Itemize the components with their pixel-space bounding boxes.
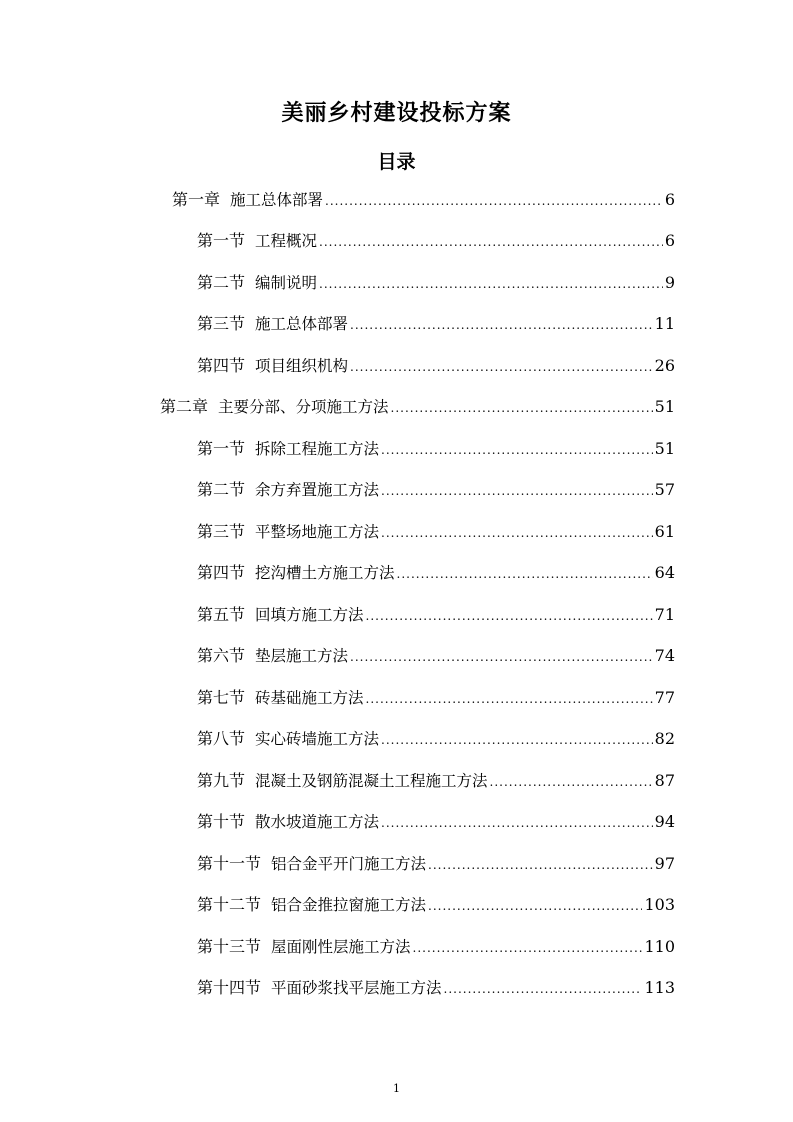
toc-entry-section[interactable]	[197, 309, 675, 339]
toc-label: 平整场地施工方法	[255, 523, 380, 541]
toc-number: 第一节	[197, 439, 246, 458]
toc-page: 57	[654, 480, 675, 499]
toc-page: 11	[654, 314, 675, 333]
toc-leader-dots	[381, 518, 653, 548]
toc-label: 项目组织机构	[255, 357, 349, 375]
toc-leader-dots	[366, 601, 653, 631]
toc-entry-section[interactable]	[197, 807, 675, 837]
toc-page: 26	[654, 356, 675, 375]
toc-entry-section[interactable]	[197, 517, 675, 547]
toc-entry-section[interactable]	[197, 641, 675, 671]
toc-leader-dots	[428, 891, 642, 921]
toc-number: 第十三节	[197, 937, 262, 956]
toc-number: 第三节	[197, 522, 246, 541]
toc-label: 散水坡道施工方法	[255, 813, 380, 831]
toc-leader-dots	[350, 310, 653, 340]
page-number: 1	[393, 1082, 400, 1095]
toc-entry-section[interactable]	[197, 849, 675, 879]
toc-label: 实心砖墙施工方法	[255, 730, 380, 748]
toc-number: 第一节	[197, 231, 246, 250]
toc-page: 64	[654, 563, 675, 582]
toc-page: 94	[654, 812, 675, 831]
toc-page: 61	[654, 522, 675, 541]
toc-entry-section[interactable]	[197, 268, 675, 298]
toc-label: 挖沟槽土方施工方法	[255, 564, 395, 582]
toc-page: 51	[654, 439, 675, 458]
toc-leader-dots	[444, 974, 643, 1004]
toc-label: 混凝土及钢筋混凝土工程施工方法	[255, 772, 488, 790]
toc-page: 103	[644, 895, 675, 914]
toc-number: 第一章	[172, 190, 221, 209]
toc-leader-dots	[325, 186, 663, 216]
document-title: 美丽乡村建设投标方案	[281, 101, 512, 126]
toc-page: 51	[654, 397, 675, 416]
toc-entry-section[interactable]	[197, 973, 675, 1003]
toc-label: 拆除工程施工方法	[255, 440, 380, 458]
toc-entry-section[interactable]	[197, 558, 675, 588]
toc-label: 施工总体部署	[255, 315, 349, 333]
toc-entry-section[interactable]	[197, 600, 675, 630]
toc-entry-chapter-1[interactable]	[172, 185, 675, 215]
toc-entry-section[interactable]	[197, 475, 675, 505]
toc-number: 第十节	[197, 812, 246, 831]
toc-number: 第四节	[197, 563, 246, 582]
toc-label: 回填方施工方法	[255, 606, 364, 624]
toc-leader-dots	[381, 435, 653, 465]
toc-heading: 目录	[377, 151, 416, 173]
toc-page: 77	[654, 688, 675, 707]
toc-leader-dots	[350, 642, 653, 672]
toc-page: 97	[654, 854, 675, 873]
toc-number: 第八节	[197, 729, 246, 748]
toc-number: 第二节	[197, 480, 246, 499]
toc-label: 编制说明	[255, 274, 318, 292]
toc-label: 平面砂浆找平层施工方法	[271, 979, 442, 997]
toc-page: 6	[664, 231, 675, 250]
toc-entry-section[interactable]	[197, 351, 675, 381]
toc-leader-dots	[319, 227, 663, 257]
toc-leader-dots	[350, 352, 653, 382]
toc-leader-dots	[490, 767, 653, 797]
toc-label: 屋面刚性层施工方法	[271, 938, 411, 956]
toc-page: 110	[644, 937, 675, 956]
toc-label: 余方弃置施工方法	[255, 481, 380, 499]
toc-page: 74	[654, 646, 675, 665]
toc-page: 113	[644, 978, 675, 997]
toc-number: 第十四节	[197, 978, 262, 997]
toc-label: 施工总体部署	[230, 191, 324, 209]
toc-label: 主要分部、分项施工方法	[218, 398, 389, 416]
toc-leader-dots	[319, 269, 663, 299]
toc-entry-chapter-2[interactable]	[160, 392, 675, 422]
toc-page: 6	[664, 190, 675, 209]
toc-number: 第五节	[197, 605, 246, 624]
toc-leader-dots	[428, 850, 653, 880]
toc-page: 87	[654, 771, 675, 790]
toc-entry-section[interactable]	[197, 766, 675, 796]
toc-number: 第九节	[197, 771, 246, 790]
toc-entry-section[interactable]	[197, 724, 675, 754]
toc-entry-section[interactable]	[197, 890, 675, 920]
toc-page: 71	[654, 605, 675, 624]
toc-label: 铝合金推拉窗施工方法	[271, 896, 427, 914]
toc-page: 9	[664, 273, 675, 292]
toc-label: 砖基础施工方法	[255, 689, 364, 707]
toc-entry-section[interactable]	[197, 434, 675, 464]
toc-entry-section[interactable]	[197, 932, 675, 962]
toc-number: 第十一节	[197, 854, 262, 873]
toc-leader-dots	[397, 559, 653, 589]
toc-label: 工程概况	[255, 232, 318, 250]
toc-number: 第六节	[197, 646, 246, 665]
toc-leader-dots	[381, 725, 653, 755]
toc-label: 垫层施工方法	[255, 647, 349, 665]
toc-number: 第二节	[197, 273, 246, 292]
toc-leader-dots	[413, 933, 643, 963]
toc-number: 第二章	[160, 397, 209, 416]
toc-page: 82	[654, 729, 675, 748]
toc-number: 第三节	[197, 314, 246, 333]
toc-leader-dots	[391, 393, 653, 423]
toc-leader-dots	[381, 476, 653, 506]
toc-number: 第十二节	[197, 895, 262, 914]
toc-entry-section[interactable]	[197, 683, 675, 713]
toc-number: 第七节	[197, 688, 246, 707]
toc-leader-dots	[381, 808, 653, 838]
toc-number: 第四节	[197, 356, 246, 375]
toc-label: 铝合金平开门施工方法	[271, 855, 427, 873]
toc-entry-section[interactable]	[197, 226, 675, 256]
toc-leader-dots	[366, 684, 653, 714]
